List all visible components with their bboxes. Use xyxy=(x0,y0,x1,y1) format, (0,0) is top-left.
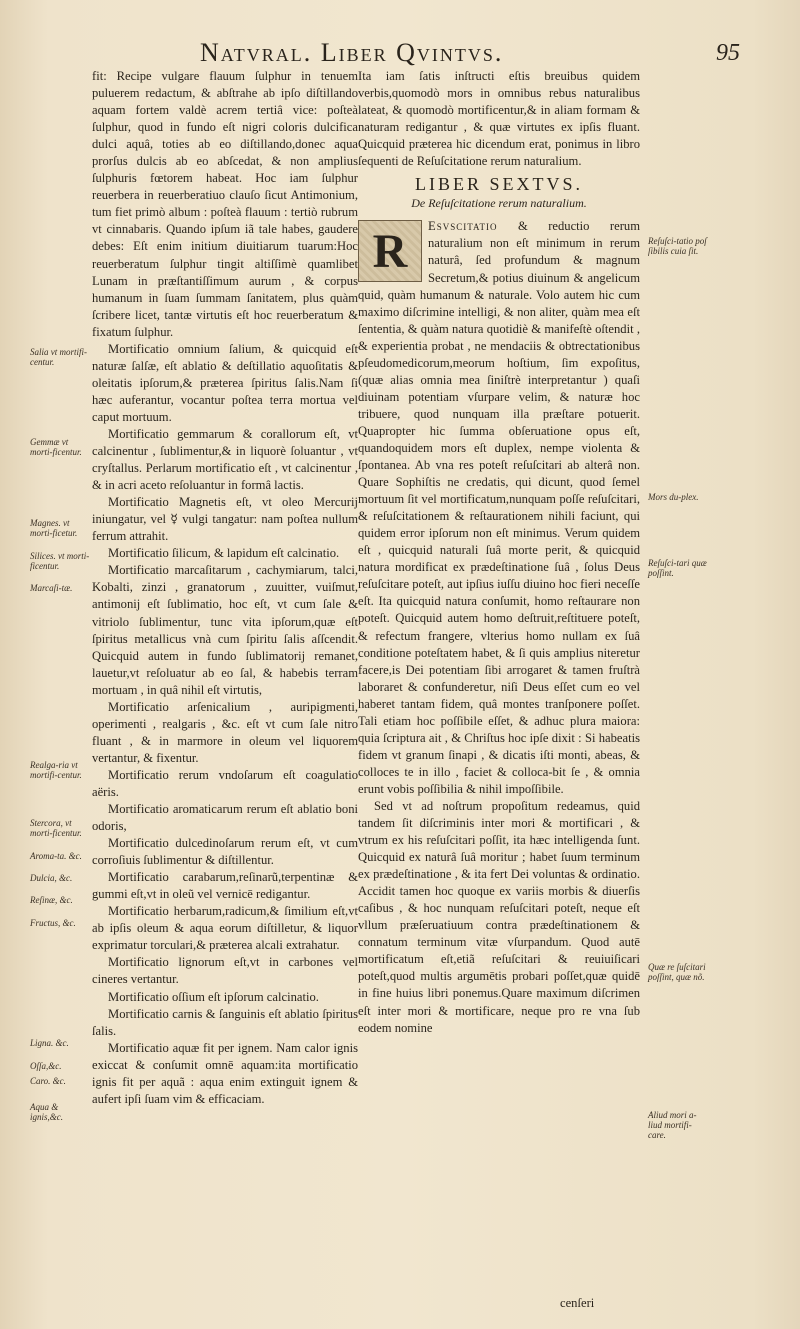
margin-note: Realga-ria vt mortifi-centur. xyxy=(30,760,82,780)
right-column xyxy=(358,68,640,1037)
margin-note: Reſuſci-tari quæ poſſint. xyxy=(648,558,707,578)
paragraph: Mortificatio carnis & ſanguinis eſt ablatio ſpiritus ſalis. xyxy=(92,1006,358,1038)
paragraph: Mortificatio omnium ſalium, & quicquid eſt naturæ ſalſæ, eſt ablatio & deſtillatio aquoſitatis & oleitatis ipſorum,& præterea ſpiritus ſalis.Nam ſi hæc auferantur, vocantur poſtea terra mortua vel caput mortuum. xyxy=(92,341,358,424)
margin-note: Reſuſci-tatio poſ ſibilis cuia ſit. xyxy=(648,236,707,256)
paragraph: Mortificatio Magnetis eſt, vt oleo Mercurij iniungatur, vel ☿ vulgi tangatur: nam poſtea nullum ferrum attrahit. xyxy=(92,495,358,544)
opening-paragraph xyxy=(358,218,640,798)
margin-note: Dulcia, &c. xyxy=(30,873,73,883)
opening-text: & reductio rerum naturalium non eſt minimum in rerum naturâ, ſed profundum & magnum Secretum,& potius diuinum & angelicum quid, quàm humanum & naturale. Volo autem hic cum maximo diſcrimine intelligi, & non aliter, quàm mea eſt ſententia, & quàm natura quotidiè & manifeſtè oſtendit , & experientia probat , ne mendaciis & obtrectationibus pſeudomedicorum,meorum hoſtium, ſim expoſitus, (quæ alias omnia mea ſiniſtrè interpretantur ) quaſi diuinam potentiam vſurpare velim, & naturæ hoc tribuere, quod nunquam illa præſtare potuerit. Quapropter hic ſumma obſeruatione opus eſt, quandoquidem mors eſt duplex, nempe violenta & ſpontanea. Ab vna res poteſt reſuſcitari ab alterâ non. Quare Sophiſtis ne credatis, qui dicunt, quod ſemel mortuum ſit vel mortificatum,nunquam poſſe reſuſcitari, & reſuſcitationem & reſtaurationem nihili faciunt, qui quidem error ipſorum non eſt minimus. Verum quidem eſt , quicquid naturali ſuâ morte perit, & quicquid natura mordificat ex prædeſtinatione ſuâ , ſolus Deus reſuſcitare poteſt, aut ipſius iuſſu diuino hoc fieri neceſſe eſt. Ita quicquid natura conſumit, homo reſtaurare non poteſt. Quicquid autem homo deſtruit,reſtituere poteſt, & refectum frangere, vlterius homo nullam ex ſuâ conditione poteſtatem habet, & ſi quis amplius niteretur facere,is Dei potentiam ſibi arrogaret & tamen fruſtrà laboraret & confunderetur, niſi Deus eſſet cum eo vel haberet tantam fidem, quâ montes tranſponere poſſet. Tali etiam hoc poſſibile eſſet, & adhuc plura maiora: quia ſcriptura ait , & Chriſtus hoc ipſe dixit : Si habeatis fidem vt granum ſinapi , & dicatis iſti monti, abeas, & colloces te in illo , faciet & colloca-bit ſe , & omnia erunt vobis poſſibilia & nihil impoſſibile. xyxy=(358,219,640,796)
margin-note: Aqua & ignis,&c. xyxy=(30,1102,63,1122)
paragraph: Mortificatio aquæ fit per ignem. Nam calor ignis exiccat & conſumit omnē aquam:ita mortificatio ignis fit per aquã : aqua enim extinguit ignem & aufert ipſi ſuam vim & efficaciam. xyxy=(92,1040,358,1106)
paragraph: Mortificatio oſſium eſt ipſorum calcinatio. xyxy=(108,989,319,1004)
running-head: Natvral. Liber Qvintvs. xyxy=(200,38,504,67)
margin-note: Reſinæ, &c. xyxy=(30,895,73,905)
paragraph: Sed vt ad noſtrum propoſitum redeamus, quid tandem ſit diſcriminis inter mori & mortificari , & vtrum ex his reſuſcitari poſſit, ita hæc intelligenda ſunt. Quicquid ex naturâ ſuâ moritur ; habet ſuum terminum ex prædeſtinatione , & ita fert Dei voluntas & ordinatio. Accidit tamen hoc quoque ex variis morbis & diuerſis caſibus , & hoc nunquam reſuſcitari poteſt, neque eſt vllum præſeruatiuum contra prædeſtinationem & connatum terminum vitæ vſurpandum. Quod autē mortificatum eſt,etiã reſuſcitari & reuiuiſicari poteſt,quod multis argumētis probari poſſet,quæ quidē in fine huius libri ponemus.Quare maximum diſcrimen eſt inter mori & mortificare, neque pro re vna ſub eodem nomine xyxy=(358,798,640,1035)
catchword: cenſeri xyxy=(560,1296,595,1310)
margin-note: Aliud mori a-liud mortifi-care. xyxy=(648,1110,697,1140)
margin-note: Ligna. &c. xyxy=(30,1038,69,1048)
paragraph: Mortificatio rerum vndoſarum eſt coagulatio aëris. xyxy=(92,767,358,799)
paragraph: Mortificatio gemmarum & corallorum eſt, vt calcinentur , ſublimentur,& in liquorè ſoluantur , vt cryſtallus. Perlarum mortificatio eſt , vt calcinentur , & in acri aceto reſoluantur in formâ lactis. xyxy=(92,426,358,493)
page-number: 95 xyxy=(716,40,740,66)
paragraph: Mortificatio aromaticarum rerum eſt ablatio boni odoris, xyxy=(92,802,358,834)
margin-note: Quæ re ſuſcitari poſſint, quæ nõ. xyxy=(648,962,706,982)
margin-note: Mors du-plex. xyxy=(648,492,699,502)
page-header xyxy=(0,38,800,68)
paragraph: Mortificatio arſenicalium , auripigmenti, operimenti , realgaris , &c. eſt vt cum ſale nitro fluant , & in marmore in oleum vel liquorem vertantur, & fixentur. xyxy=(92,699,358,765)
first-word: Esvscitatio xyxy=(428,219,498,234)
left-column xyxy=(92,68,358,1108)
paragraph: fit: Recipe vulgare flauum ſulphur in tenuem puluerem redactum, & abſtrahe ab ipſo diſtillando aquam fortem valdè acrem tertiâ vice: poſteà ſulphur, quod in fundo eſt nigri coloris dulcifica dulci aquâ, toties ab eo diſtillando,donec aqua prorſus dulcis ab eo abſcedat, & non amplius ſulphuris fœtorem habeat. Hoc iam ſulphur reuerbera in reuerberatiuo clauſo ſicut Antimonium, tum fiet primò album : poſteà flauum : tertiò rubrum vt cinnabaris. Quando ipſum iã tale habes, gaudere debes: Eſt enim initium diuitiarum tuarum:Hoc reuerberatum ſulphur tingit altiſſimè quamlibet Lunam in præſtantiſſimum aurum , & corpus humanum in ſuam ſummam ſanitatem, plus quàm ſcribere licet, tantæ virtutis eſt hoc reuerberatum & fixatum ſulphur. xyxy=(92,69,358,339)
decorated-initial xyxy=(358,220,422,282)
margin-note: Caro. &c. xyxy=(30,1076,66,1086)
margin-note: Fructus, &c. xyxy=(30,918,76,928)
margin-note: Salia vt mortifi-centur. xyxy=(30,347,87,367)
margin-note: Magnes. vt morti-ficetur. xyxy=(30,518,78,538)
book-subtitle: De Reſuſcitatione rerum naturalium. xyxy=(411,196,587,211)
margin-note: Aroma-ta. &c. xyxy=(30,851,82,861)
margin-note: Marcaſi-tæ. xyxy=(30,583,73,593)
initial-letter: R xyxy=(372,224,408,278)
intro-paragraph: Ita iam ſatis inſtructi eſtis breuibus quidem verbis,quomodò mors in omnibus rebus naturalibus lateat, & quomodò mortificentur,& in aliam formam & naturam redigantur , & quæ virtutes ex ipſis fluant. Quicquid præterea hic dicendum erat, ponimus in libro ſequenti de Reſuſcitatione rerum naturalium. xyxy=(358,69,640,169)
book-title: LIBER SEXTVS. xyxy=(414,174,583,195)
paragraph: Mortificatio marcaſitarum , cachymiarum, talci, Kobalti, zinzi , granatorum , zuuitter, vuiſmut, antimonij eſt ſublimatio, hoc eſt, vt cum ſale & vitriolo ſublimentur, tunc vita ipſorum,quæ eſt ſpiritus metallicus vnà cum ſpiritu ſalis aſſcendit. Quicquid autem in fundo ſublimatorij remanet, lauetur,vt reſoluatur ab eo ſal, & habebis terram mortuam , in quâ nihil eſt virtutis, xyxy=(92,563,358,697)
paragraph: Mortificatio carabarum,reſinarũ,terpentinæ & gummi eſt,vt in oleũ vel vernicē redigantur. xyxy=(92,870,358,902)
margin-note: Stercora, vt morti-ficentur. xyxy=(30,818,82,838)
margin-note: Silices. vt morti-ficentur. xyxy=(30,551,90,571)
paragraph: Mortificatio ſilicum, & lapidum eſt calcinatio. xyxy=(108,546,340,561)
margin-note: Gemmæ vt morti-ficentur. xyxy=(30,437,82,457)
paragraph: Mortificatio dulcedinoſarum rerum eſt, vt cum corroſiuis ſublimentur & diſtillentur. xyxy=(92,836,358,868)
paragraph: Mortificatio lignorum eſt,vt in carbones vel cineres vertantur. xyxy=(92,955,358,987)
paragraph: Mortificatio herbarum,radicum,& ſimilium eſt,vt ab ipſis oleum & aqua eorum diſtilletur, & liquor exprimatur torculari,& præterea alcali extrahatur. xyxy=(92,904,358,953)
margin-note: Oſſa,&c. xyxy=(30,1061,62,1071)
